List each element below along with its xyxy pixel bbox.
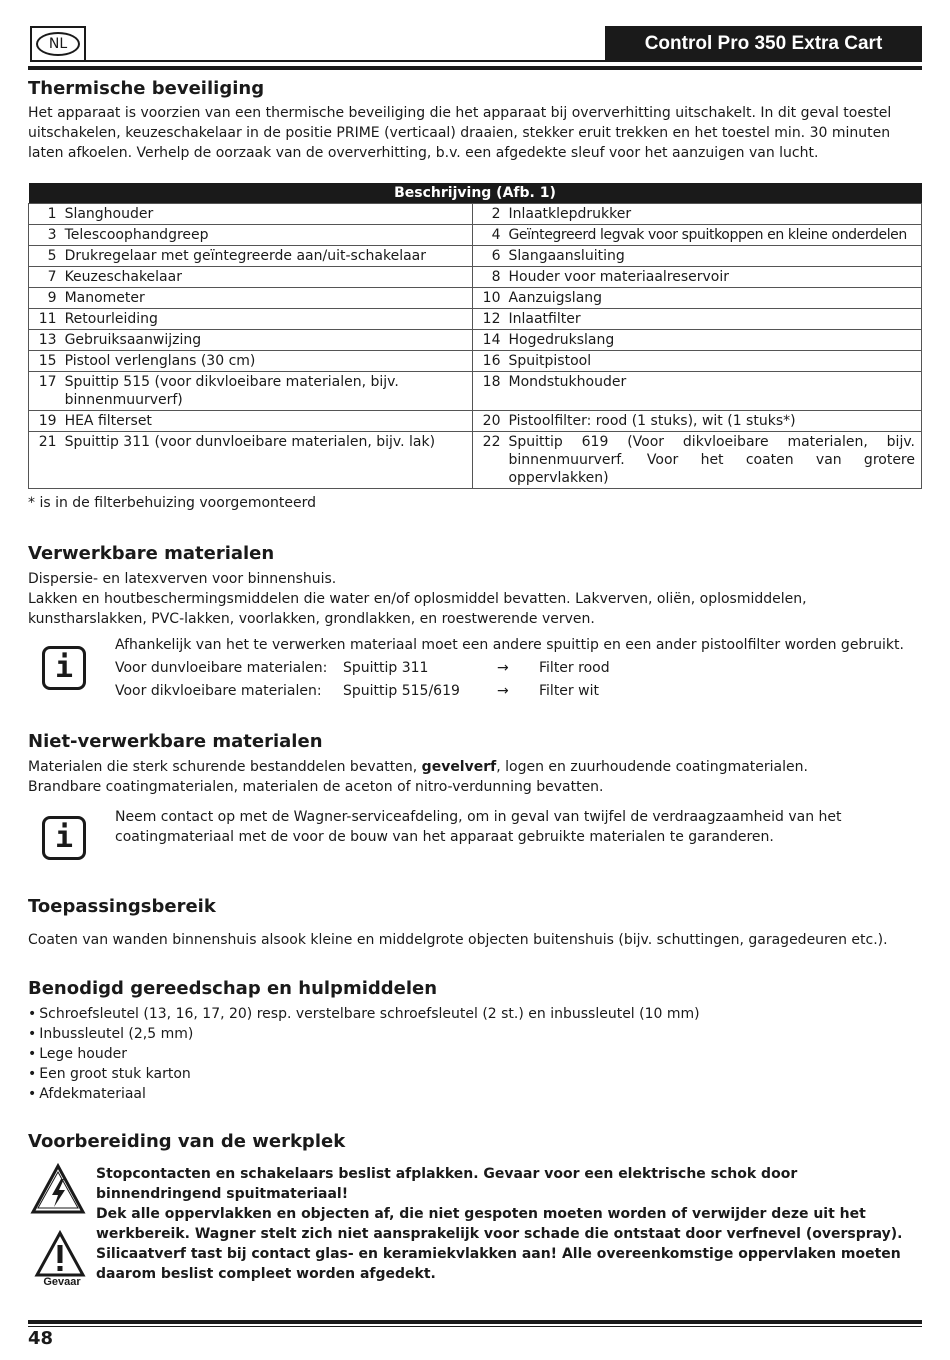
info-row-tip: Spuittip 515/619 bbox=[343, 683, 460, 699]
item-description: Slangaansluiting bbox=[506, 246, 921, 267]
application-text: Coaten van wanden binnenshuis alsook kleine en middelgrote objecten buitenshuis (bijv. schuttingen, garagedeuren etc.). bbox=[28, 932, 888, 948]
table-row bbox=[29, 351, 922, 372]
danger-warning-icon bbox=[34, 1230, 86, 1278]
table-row bbox=[29, 432, 922, 489]
item-description: Telescoophandgreep bbox=[63, 225, 473, 246]
thermal-text: Het apparaat is voorzien van een thermische beveiliging die het apparaat bij oververhitting uitschakelt. In dit geval toestel uitschakelen, keuzeschakelaar in de positie PRIME (verticaal) draaien, stekker eruit trekken en het toestel min. 30 minuten laten afkoelen. Verhelp de oorzaak van de oververhitting, b.v. een afgedekte sleuf voor het aanzuigen van lucht. bbox=[28, 105, 892, 161]
non-processable-line2: Brandbare coatingmaterialen, materialen de aceton of nitro-verdunning bevatten. bbox=[28, 779, 604, 795]
item-number: 20 bbox=[472, 411, 506, 432]
arrow-icon: → bbox=[497, 660, 509, 676]
item-description: Inlaatklepdrukker bbox=[506, 204, 921, 225]
header-line bbox=[86, 60, 606, 62]
language-badge bbox=[30, 26, 86, 62]
item-description: Spuitpistool bbox=[506, 351, 921, 372]
processable-line1: Dispersie- en latexverven voor binnenshuis. bbox=[28, 571, 337, 587]
non-processable-line1-a: Materialen die sterk schurende bestanddelen bevatten, bbox=[28, 759, 422, 775]
item-number: 10 bbox=[472, 288, 506, 309]
table-row bbox=[29, 267, 922, 288]
tools-list bbox=[28, 1004, 700, 1104]
description-table bbox=[28, 183, 922, 489]
info-icon: i bbox=[42, 816, 86, 860]
item-number: 8 bbox=[472, 267, 506, 288]
item-description: Mondstukhouder bbox=[506, 372, 921, 411]
item-number: 17 bbox=[29, 372, 63, 411]
item-description: Manometer bbox=[63, 288, 473, 309]
item-description: Keuzeschakelaar bbox=[63, 267, 473, 288]
language-badge-label: NL bbox=[36, 32, 80, 56]
heading-tools: Benodigd gereedschap en hulpmiddelen bbox=[28, 978, 438, 999]
non-processable-line1-bold: gevelverf bbox=[421, 759, 497, 775]
heading-application: Toepassingsbereik bbox=[28, 896, 216, 917]
heading-workplace: Voorbereiding van de werkplek bbox=[28, 1131, 346, 1152]
item-number: 2 bbox=[472, 204, 506, 225]
list-item: • Een groot stuk karton bbox=[28, 1064, 700, 1084]
item-number: 15 bbox=[29, 351, 63, 372]
item-description: Geïntegreerd legvak voor spuitkoppen en kleine onderdelen bbox=[506, 225, 921, 246]
footer-rule bbox=[28, 1320, 922, 1324]
item-description: Hogedrukslang bbox=[506, 330, 921, 351]
item-number: 22 bbox=[472, 432, 506, 489]
item-description: Pistool verlenglans (30 cm) bbox=[63, 351, 473, 372]
item-number: 18 bbox=[472, 372, 506, 411]
info-row-label: Voor dunvloeibare materialen: bbox=[115, 660, 328, 676]
list-item: • Inbussleutel (2,5 mm) bbox=[28, 1024, 700, 1044]
workplace-warning: Stopcontacten en schakelaars beslist afplakken. Gevaar voor een elektrische schok door binnendringend spuitmateriaal! Dek alle oppervlakken en objecten af, die niet gespoten moeten worden of verwijder deze uit het werkbereik. Wagner stelt zich niet aansprakelijk voor schade die ontstaat door verfnevel (overspray). Silicaatverf tast bij contact glas- en keramiekvlakken aan! Alle overeenkomstige oppervlaken moeten daarom beslist compleet worden afgedekt. bbox=[96, 1166, 903, 1282]
non-processable-line1 bbox=[28, 757, 922, 777]
table-row bbox=[29, 372, 922, 411]
table-row bbox=[29, 309, 922, 330]
item-number: 7 bbox=[29, 267, 63, 288]
item-number: 12 bbox=[472, 309, 506, 330]
info-row-filter: Filter rood bbox=[539, 660, 610, 676]
item-number: 19 bbox=[29, 411, 63, 432]
item-number: 3 bbox=[29, 225, 63, 246]
table-row bbox=[29, 330, 922, 351]
footer-rule-thin bbox=[28, 1326, 922, 1327]
table-header: Beschrijving (Afb. 1) bbox=[29, 183, 922, 204]
processable-line2: Lakken en houtbeschermingsmiddelen die water en/of oplosmiddel bevatten. Lakverven, oliën, oplosmiddelen, kunstharslakken, PVC-lakken, voorlakken, grondlakken, en roestwerende verven. bbox=[28, 591, 807, 627]
item-number: 11 bbox=[29, 309, 63, 330]
table-footnote: * is in de filterbehuizing voorgemonteerd bbox=[28, 495, 317, 511]
table-row bbox=[29, 225, 922, 246]
item-number: 21 bbox=[29, 432, 63, 489]
item-description: Pistoolfilter: rood (1 stuks), wit (1 stuks*) bbox=[506, 411, 921, 432]
item-number: 9 bbox=[29, 288, 63, 309]
item-description: Retourleiding bbox=[63, 309, 473, 330]
item-number: 5 bbox=[29, 246, 63, 267]
item-number: 16 bbox=[472, 351, 506, 372]
non-processable-line1-b: , logen en zuurhoudende coatingmaterialen. bbox=[496, 759, 808, 775]
item-description: HEA filterset bbox=[63, 411, 473, 432]
list-item: • Lege houder bbox=[28, 1044, 700, 1064]
heading-thermal: Thermische beveiliging bbox=[28, 78, 265, 99]
list-item: • Schroefsleutel (13, 16, 17, 20) resp. verstelbare schroefsleutel (2 st.) en inbussleutel (10 mm) bbox=[28, 1004, 700, 1024]
item-number: 14 bbox=[472, 330, 506, 351]
heading-non-processable: Niet-verwerkbare materialen bbox=[28, 731, 323, 752]
header-rule bbox=[28, 66, 922, 70]
table-row bbox=[29, 288, 922, 309]
info-row-filter: Filter wit bbox=[539, 683, 599, 699]
product-title: Control Pro 350 Extra Cart bbox=[605, 26, 922, 62]
danger-label: Gevaar bbox=[43, 1276, 81, 1288]
item-description: Spuittip 515 (voor dikvloeibare materialen, bijv. binnenmuurverf) bbox=[63, 372, 473, 411]
info-row-label: Voor dikvloeibare materialen: bbox=[115, 683, 322, 699]
table-row bbox=[29, 204, 922, 225]
arrow-icon: → bbox=[497, 683, 509, 699]
item-description: Aanzuigslang bbox=[506, 288, 921, 309]
item-description: Gebruiksaanwijzing bbox=[63, 330, 473, 351]
item-description: Drukregelaar met geïntegreerde aan/uit-schakelaar bbox=[63, 246, 473, 267]
table-row bbox=[29, 246, 922, 267]
item-number: 6 bbox=[472, 246, 506, 267]
item-number: 4 bbox=[472, 225, 506, 246]
info-row-tip: Spuittip 311 bbox=[343, 660, 429, 676]
page-number: 48 bbox=[28, 1328, 54, 1349]
list-item: • Afdekmateriaal bbox=[28, 1084, 700, 1104]
item-description: Inlaatfilter bbox=[506, 309, 921, 330]
info-text-non-processable: Neem contact op met de Wagner-serviceafdeling, om in geval van twijfel de verdraagzaamheid van het coatingmateriaal met de voor de bouw van het apparaat gebruikte materialen te garanderen. bbox=[115, 809, 842, 845]
heading-processable: Verwerkbare materialen bbox=[28, 543, 275, 564]
item-number: 1 bbox=[29, 204, 63, 225]
item-description: Slanghouder bbox=[63, 204, 473, 225]
info-icon: i bbox=[42, 646, 86, 690]
item-description: Spuittip 311 (voor dunvloeibare materialen, bijv. lak) bbox=[63, 432, 473, 489]
item-description: Houder voor materiaalreservoir bbox=[506, 267, 921, 288]
table-row bbox=[29, 411, 922, 432]
item-number: 13 bbox=[29, 330, 63, 351]
info-text-processable: Afhankelijk van het te verwerken materiaal moet een andere spuittip en een ander pistoolfilter worden gebruikt. bbox=[115, 637, 904, 653]
item-description: Spuittip 619 (Voor dikvloeibare materialen, bijv. binnenmuurverf. Voor het coaten van grotere oppervlakken) bbox=[506, 432, 921, 489]
electric-shock-warning-icon bbox=[30, 1163, 86, 1215]
